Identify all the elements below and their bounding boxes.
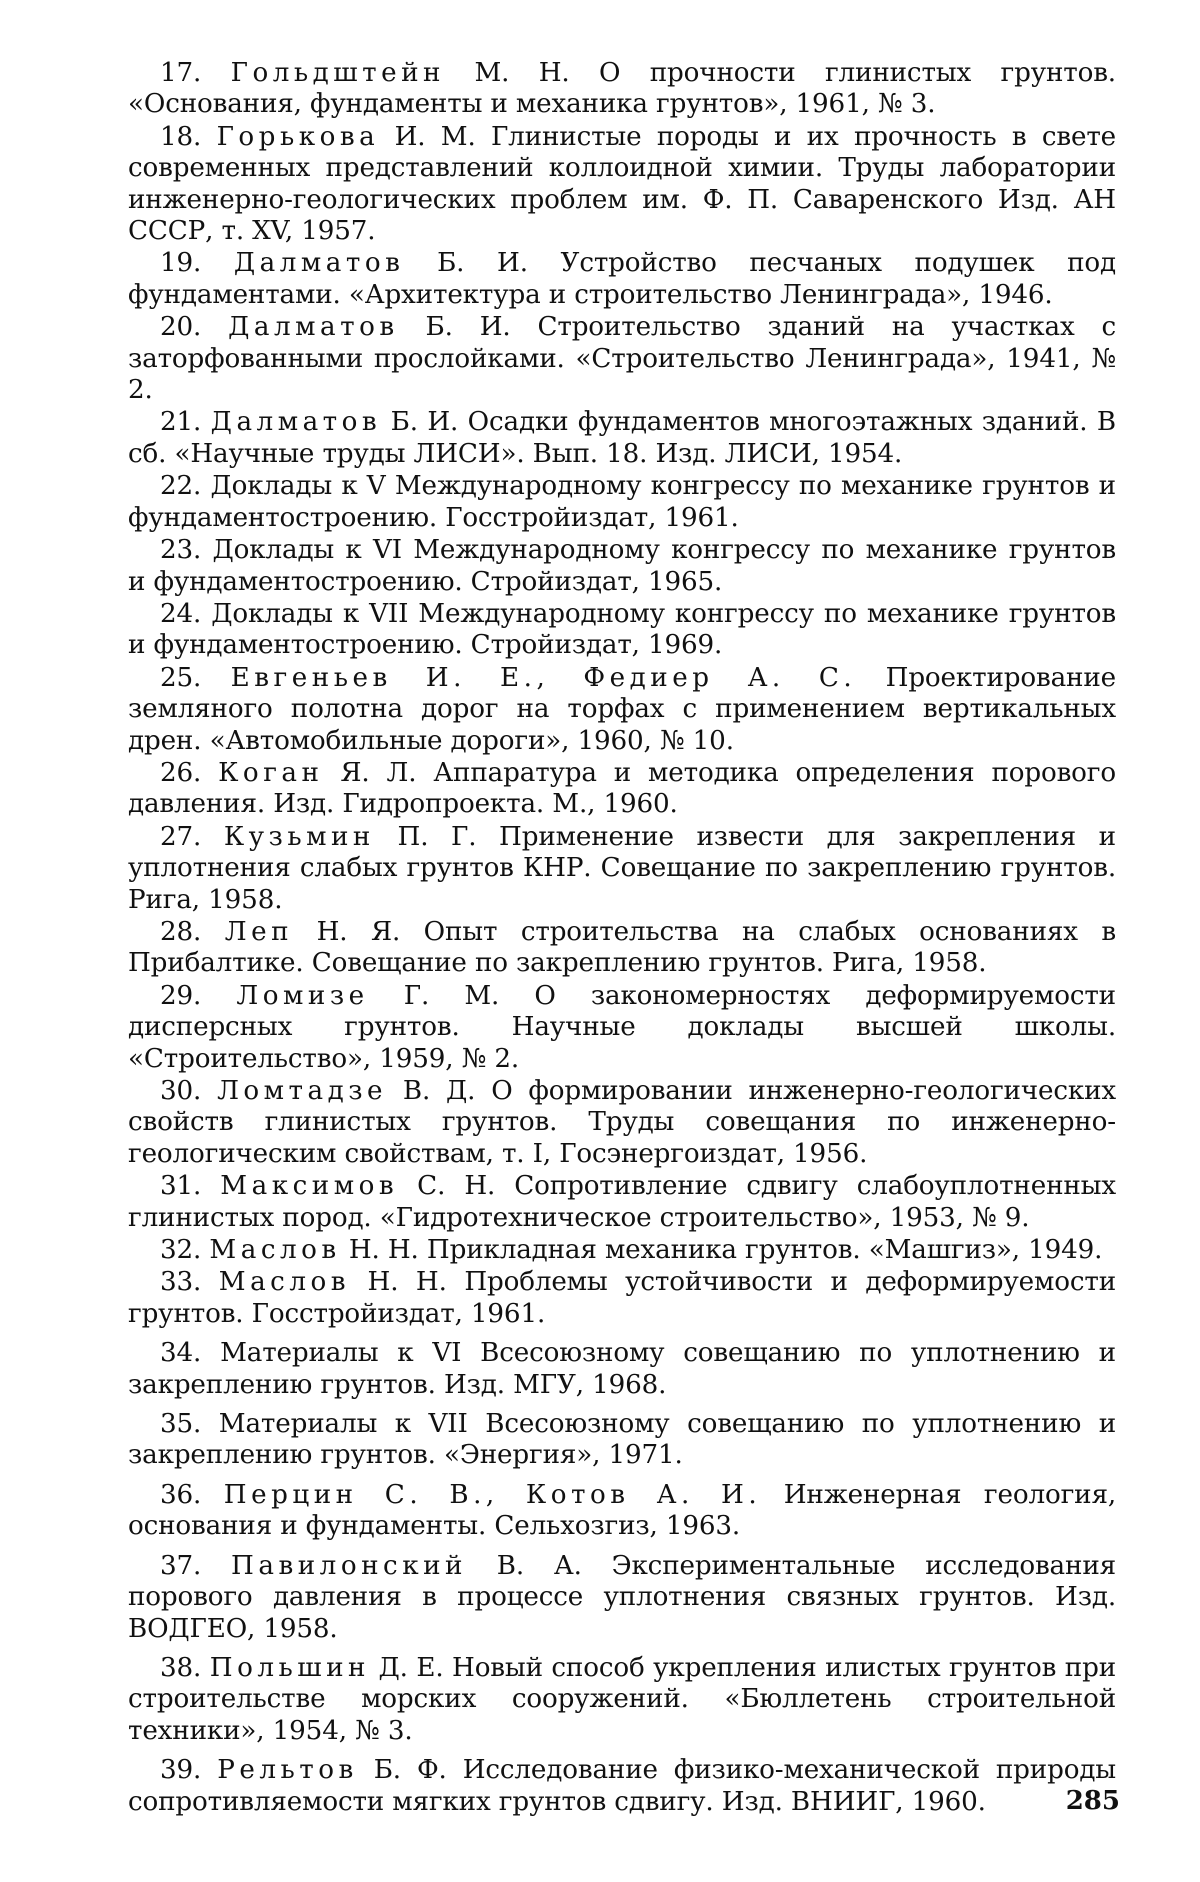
reference-text: С. Н. Сопротивление сдвигу слабоуплотненных глинистых пород. «Гидротехническое строительство», 1953, № 9. xyxy=(128,1171,1116,1233)
reference-entry xyxy=(128,312,1116,406)
reference-entry xyxy=(128,1551,1116,1645)
reference-entry xyxy=(128,822,1116,916)
reference-number: 25. xyxy=(160,662,202,693)
reference-text: В. А. Экспериментальные исследования порового давления в процессе уплотнения связных грунтов. Изд. ВОДГЕО, 1958. xyxy=(128,1550,1116,1644)
reference-text: Доклады к VII Международному конгрессу по механике грунтов и фундаментостроению. Стройиздат, 1969. xyxy=(128,598,1116,661)
reference-entry xyxy=(128,58,1116,121)
reference-text: Д. Е. Новый способ укрепления илистых грунтов при строительстве морских сооружений. «Бюллетень строительной техники», 1954, № 3. xyxy=(128,1652,1116,1746)
reference-author: Далматов xyxy=(233,248,405,279)
reference-text: Я. Л. Аппаратура и методика определения порового давления. Изд. Гидропроекта. М., 1960. xyxy=(128,757,1116,820)
reference-entry xyxy=(128,599,1116,662)
reference-number: 30. xyxy=(160,1076,202,1106)
reference-number: 36. xyxy=(160,1479,202,1510)
reference-number: 34. xyxy=(160,1338,202,1369)
reference-text: М. Н. О прочности глинистых грунтов. «Основания, фундаменты и механика грунтов», 1961, № 3. xyxy=(128,58,1116,120)
reference-entry xyxy=(128,917,1116,980)
reference-text: Б. Ф. Исследование физико-механической природы сопротивляемости мягких грунтов сдвигу. Изд. ВНИИГ, 1960. xyxy=(128,1755,1116,1817)
bibliography-page xyxy=(128,58,1116,1819)
reference-text: И. М. Глинистые породы и их прочность в свете современных представлений коллоидной химии. Труды лаборатории инженерно-геологических проблем им. Ф. П. Саваренского Изд. АН СССР, т. XV, 1957. xyxy=(128,121,1116,247)
reference-author: Далматов xyxy=(210,407,382,438)
reference-text: Материалы к VI Всесоюзному совещанию по уплотнению и закреплению грунтов. Изд. МГУ, 1968. xyxy=(128,1338,1116,1400)
reference-number: 37. xyxy=(160,1550,202,1581)
reference-entry xyxy=(128,758,1116,821)
reference-number: 35. xyxy=(160,1409,202,1440)
reference-list xyxy=(128,58,1116,1818)
reference-text: Н. Н. Проблемы устойчивости и деформируемости грунтов. Госстройиздат, 1961. xyxy=(128,1267,1116,1329)
reference-text: В. Д. О формировании инженерно-геологических свойств глинистых грунтов. Труды совещания по инженерно-геологическим свойствам, т. I, Госэнергоиздат, 1956. xyxy=(128,1076,1116,1169)
reference-entry xyxy=(128,1755,1116,1818)
reference-text: Материалы к VII Всесоюзному совещанию по уплотнению и закреплению грунтов. «Энергия», 1971. xyxy=(128,1409,1116,1471)
reference-number: 17. xyxy=(160,58,202,88)
reference-text: Г. М. О закономерностях деформируемости дисперсных грунтов. Научные доклады высшей школы. «Строительство», 1959, № 2. xyxy=(128,980,1116,1074)
reference-author: Кузьмин xyxy=(223,821,375,852)
reference-number: 23. xyxy=(160,535,202,566)
reference-number: 29. xyxy=(160,980,202,1011)
reference-text: Б. И. Осадки фундаментов многоэтажных зданий. В сб. «Научные труды ЛИСИ». Вып. 18. Изд. ЛИСИ, 1954. xyxy=(128,407,1116,469)
reference-entry xyxy=(128,248,1116,311)
reference-number: 39. xyxy=(160,1755,202,1786)
reference-text: Доклады к VI Международному конгрессу по механике грунтов и фундаментостроению. Стройиздат, 1965. xyxy=(128,535,1116,597)
reference-entry xyxy=(128,1653,1116,1747)
reference-number: 27. xyxy=(160,821,202,852)
reference-text: Инженерная геология, основания и фундаменты. Сельхозгиз, 1963. xyxy=(128,1479,1116,1542)
reference-text: Б. И. Устройство песчаных подушек под фундаментами. «Архитектура и строительство Ленинграда», 1946. xyxy=(128,248,1116,310)
reference-entry xyxy=(128,981,1116,1075)
reference-author: Павилонский xyxy=(231,1550,467,1581)
reference-number: 32. xyxy=(160,1235,202,1266)
reference-author: Рельтов xyxy=(217,1755,358,1786)
reference-text: Н. Я. Опыт строительства на слабых основаниях в Прибалтике. Совещание по закреплению грунтов. Рига, 1958. xyxy=(128,916,1116,979)
reference-text: Проектирование земляного полотна дорог на торфах с применением вертикальных дрен. «Автомобильные дороги», 1960, № 10. xyxy=(128,662,1116,756)
reference-author: Леп xyxy=(224,916,294,947)
reference-entry xyxy=(128,407,1116,470)
reference-number: 22. xyxy=(160,471,202,502)
reference-author: Ломтадзе xyxy=(217,1076,388,1106)
reference-entry xyxy=(128,1267,1116,1330)
reference-number: 19. xyxy=(160,248,202,279)
reference-number: 28. xyxy=(160,916,202,947)
reference-entry xyxy=(128,1171,1116,1234)
reference-number: 26. xyxy=(160,757,202,788)
reference-entry xyxy=(128,471,1116,534)
page-number: 285 xyxy=(1065,1786,1120,1816)
reference-author: Горькова xyxy=(216,121,380,152)
reference-entry xyxy=(128,122,1116,248)
reference-author: Маслов xyxy=(218,1267,350,1298)
reference-author: Ломизе xyxy=(236,980,369,1011)
reference-text: Б. И. Строительство зданий на участках с заторфованными прослойками. «Строительство Ленинграда», 1941, № 2. xyxy=(128,312,1116,406)
reference-text: П. Г. Применение извести для закрепления и уплотнения слабых грунтов КНР. Совещание по закреплению грунтов. Рига, 1958. xyxy=(128,821,1116,915)
reference-author: Гольдштейн xyxy=(230,58,446,88)
reference-entry xyxy=(128,663,1116,757)
reference-author: Евгеньев И. Е., Федиер А. С. xyxy=(230,662,857,693)
reference-number: 33. xyxy=(160,1267,202,1298)
reference-author: Далматов xyxy=(228,312,399,343)
reference-entry xyxy=(128,1409,1116,1472)
reference-number: 20. xyxy=(160,312,202,343)
reference-number: 38. xyxy=(160,1652,202,1683)
reference-number: 24. xyxy=(160,598,202,629)
reference-author: Маслов xyxy=(209,1235,341,1266)
reference-entry xyxy=(128,1076,1116,1170)
reference-author: Коган xyxy=(218,757,324,788)
reference-author: Перцин С. В., Котов А. И. xyxy=(223,1479,762,1510)
reference-entry xyxy=(128,1338,1116,1401)
reference-number: 18. xyxy=(160,121,202,152)
reference-text: Н. Н. Прикладная механика грунтов. «Машгиз», 1949. xyxy=(340,1235,1103,1266)
reference-number: 21. xyxy=(160,407,202,438)
reference-text: Доклады к V Международному конгрессу по механике грунтов и фундаментостроению. Госстройиздат, 1961. xyxy=(128,471,1116,533)
reference-number: 31. xyxy=(160,1171,202,1202)
reference-author: Польшин xyxy=(209,1652,370,1683)
reference-entry xyxy=(128,1235,1116,1266)
reference-author: Максимов xyxy=(220,1171,399,1202)
reference-entry xyxy=(128,1480,1116,1543)
reference-entry xyxy=(128,535,1116,598)
